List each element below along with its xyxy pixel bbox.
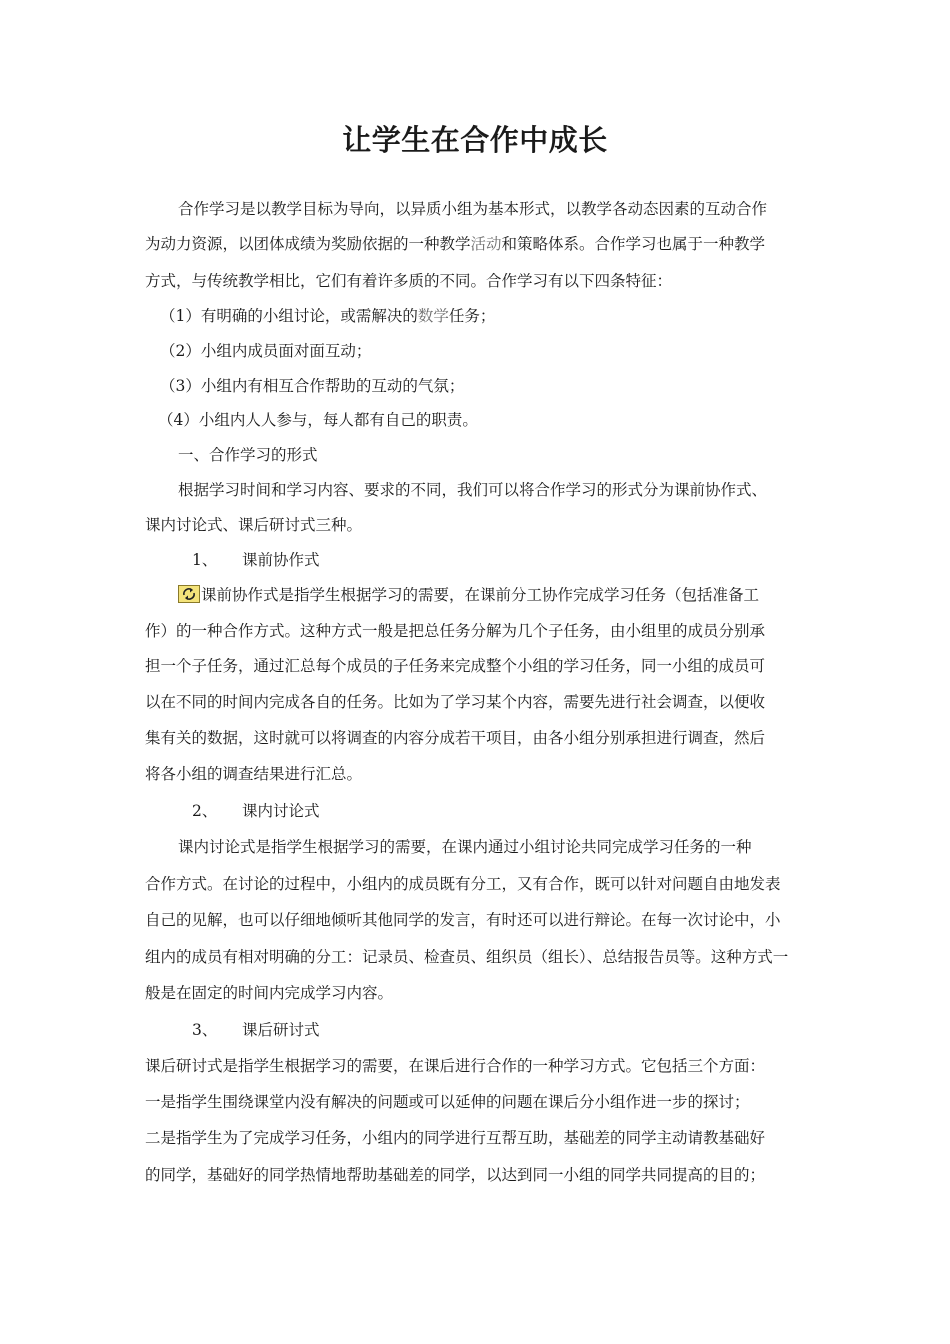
item-2-line-4: 组内的成员有相对明确的分工：记录员、检查员、组织员（组长）、总结报告员等。这种方式一 (145, 948, 789, 966)
document-title: 让学生在合作中成长 (342, 123, 608, 157)
item-3-line-1: 课后研讨式是指学生根据学习的需要，在课后进行合作的一种学习方式。它包括三个方面： (145, 1057, 766, 1075)
item-1-number: 1、 (192, 551, 218, 569)
item-2-number: 2、 (192, 802, 218, 820)
item-1-line-4: 以在不同的时间内完成各自的任务。比如为了学习某个内容，需要先进行社会调查，以便收 (145, 693, 766, 711)
item-1-line-3: 担一个子任务，通过汇总每个成员的子任务来完成整个小组的学习任务，同一小组的成员可 (145, 657, 766, 675)
item-1-line-1 (178, 584, 759, 606)
item-2-line-5: 般是在固定的时间内完成学习内容。 (145, 984, 394, 1002)
intro-line-2-text-a: 为动力资源，以团体成绩为奖励依据的一种教学 (145, 235, 471, 253)
intro-line-1: 合作学习是以教学目标为导向，以异质小组为基本形式，以教学各动态因素的互动合作 (178, 200, 768, 218)
item-1-line-1-text: 课前协作式是指学生根据学习的需要，在课前分工协作完成学习任务（包括准备工 (201, 586, 760, 604)
item-1-line-5: 集有关的数据，这时就可以将调查的内容分成若干项目，由各小组分别承担进行调查，然后 (145, 729, 766, 747)
item-3-line-2: 一是指学生围绕课堂内没有解决的问题或可以延伸的问题在课后分小组作进一步的探讨； (145, 1093, 750, 1111)
section-para-line-2: 课内讨论式、课后研讨式三种。 (145, 516, 363, 534)
activity-link[interactable]: 活动 (470, 235, 502, 253)
feature-2: （2）小组内成员面对面互动； (160, 342, 372, 360)
item-3-line-3: 二是指学生为了完成学习任务，小组内的同学进行互帮互助，基础差的同学主动请教基础好 (145, 1129, 766, 1147)
intro-line-2 (145, 233, 765, 255)
feature-1-text-a: （1）有明确的小组讨论，或需解决的 (160, 307, 418, 325)
item-2-line-1: 课内讨论式是指学生根据学习的需要，在课内通过小组讨论共同完成学习任务的一种 (178, 838, 752, 856)
item-1-line-2: 作）的一种合作方式。这种方式一般是把总任务分解为几个子任务，由小组里的成员分别承 (145, 622, 766, 640)
intro-line-2-text-b: 和策略体系。合作学习也属于一种教学 (501, 235, 766, 253)
item-3-label: 课后研讨式 (242, 1021, 320, 1039)
section-heading: 一、合作学习的形式 (178, 446, 318, 464)
refresh-icon[interactable] (178, 585, 200, 603)
feature-4: （4）小组内人人参与，每人都有自己的职责。 (158, 411, 478, 429)
section-para-line-1: 根据学习时间和学习内容、要求的不同，我们可以将合作学习的形式分为课前协作式、 (178, 481, 768, 499)
intro-line-3: 方式，与传统教学相比，它们有着许多质的不同。合作学习有以下四条特征： (145, 272, 673, 290)
feature-3: （3）小组内有相互合作帮助的互动的气氛； (160, 377, 465, 395)
item-2-line-3: 自己的见解，也可以仔细地倾听其他同学的发言，有时还可以进行辩论。在每一次讨论中，小 (145, 911, 781, 929)
item-1-label: 课前协作式 (242, 551, 320, 569)
item-2-label: 课内讨论式 (242, 802, 320, 820)
item-3-number: 3、 (192, 1021, 218, 1039)
item-2-line-2: 合作方式。在讨论的过程中，小组内的成员既有分工，又有合作，既可以针对问题自由地发表 (145, 875, 781, 893)
item-3-line-4: 的同学，基础好的同学热情地帮助基础差的同学，以达到同一小组的同学共同提高的目的； (145, 1166, 766, 1184)
item-1-line-6: 将各小组的调查结果进行汇总。 (145, 765, 363, 783)
feature-1-text-b: 任务； (448, 307, 496, 325)
feature-1 (160, 305, 495, 327)
math-link[interactable]: 数学 (417, 307, 449, 325)
